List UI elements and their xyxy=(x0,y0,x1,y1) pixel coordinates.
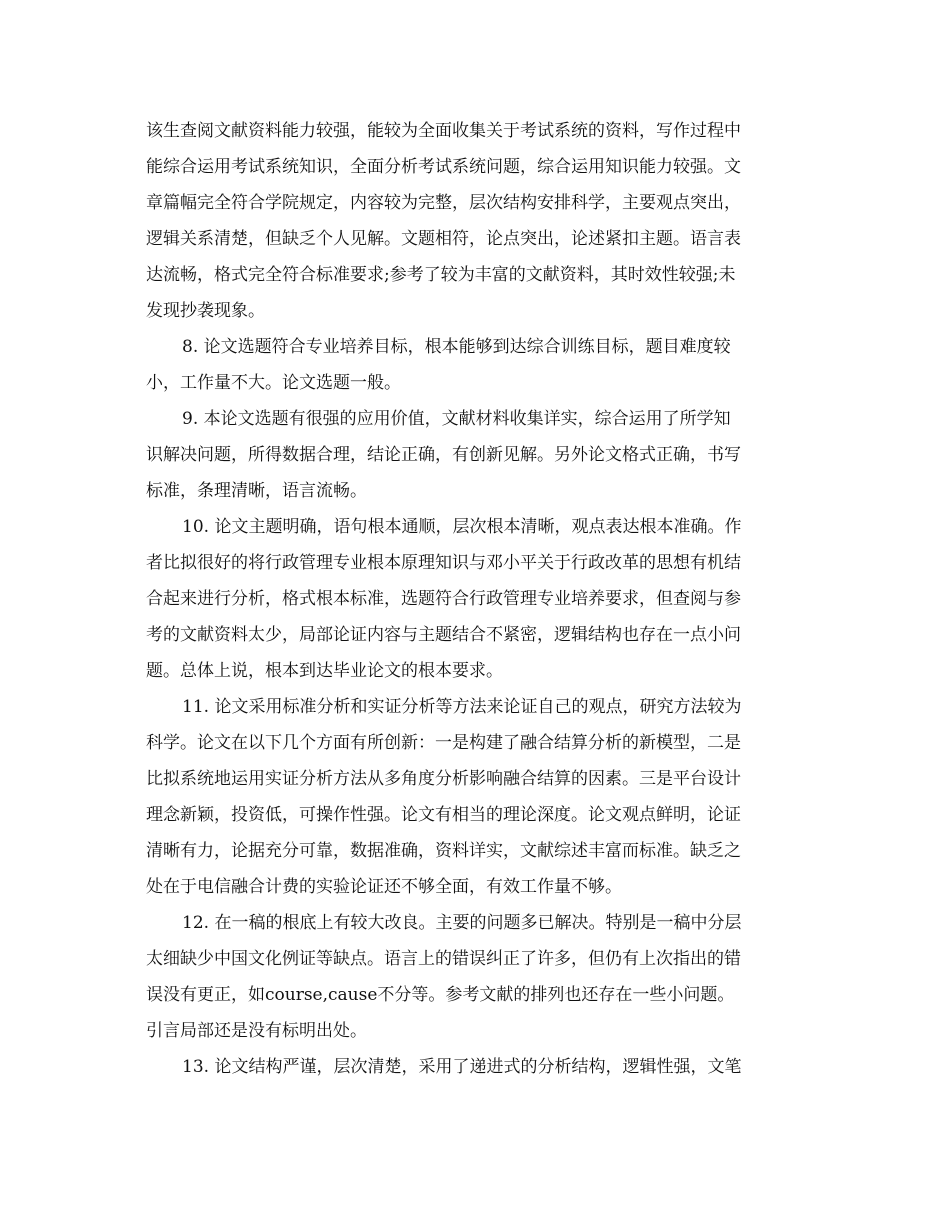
text-line: 逻辑关系清楚，但缺乏个人见解。文题相符，论点突出，论述紧扣主题。语言表 xyxy=(146,229,741,249)
text-line: 考的文献资料太少，局部论证内容与主题结合不紧密，逻辑结构也存在一点小问 xyxy=(146,625,741,645)
document-body xyxy=(146,113,806,1085)
paragraph-item-13 xyxy=(146,1049,806,1085)
text-line: 能综合运用考试系统知识，全面分析考试系统问题，综合运用知识能力较强。文 xyxy=(146,157,741,177)
paragraph-evaluation-intro xyxy=(146,113,806,329)
text-line: 9. 本论文选题有很强的应用价值，文献材料收集详实，综合运用了所学知 xyxy=(182,409,731,429)
text-line: 10. 论文主题明确，语句根本通顺，层次根本清晰，观点表达根本准确。作 xyxy=(182,517,742,537)
text-line: 科学。论文在以下几个方面有所创新：一是构建了融合结算分析的新模型，二是 xyxy=(146,733,741,753)
text-line: 引言局部还是没有标明出处。 xyxy=(146,1021,367,1041)
paragraph-item-11 xyxy=(146,689,806,905)
text-line: 该生查阅文献资料能力较强，能较为全面收集关于考试系统的资料，写作过程中 xyxy=(146,121,741,141)
text-line: 发现抄袭现象。 xyxy=(146,301,265,321)
text-line: 误没有更正，如course,cause不分等。参考文献的排列也还存在一些小问题。 xyxy=(146,985,735,1005)
text-line: 者比拟很好的将行政管理专业根本原理知识与邓小平关于行政改革的思想有机结 xyxy=(146,553,741,573)
text-line: 合起来进行分析，格式根本标准，选题符合行政管理专业培养要求，但查阅与参 xyxy=(146,589,741,609)
text-line: 理念新颖，投资低，可操作性强。论文有相当的理论深度。论文观点鲜明，论证 xyxy=(146,805,741,825)
text-line: 清晰有力，论据充分可靠，数据准确，资料详实，文献综述丰富而标准。缺乏之 xyxy=(146,841,741,861)
text-line: 达流畅，格式完全符合标准要求;参考了较为丰富的文献资料，其时效性较强;未 xyxy=(146,265,736,285)
paragraph-item-9 xyxy=(146,401,806,509)
text-line: 太细缺少中国文化例证等缺点。语言上的错误纠正了许多，但仍有上次指出的错 xyxy=(146,949,741,969)
paragraph-item-10 xyxy=(146,509,806,689)
text-line: 章篇幅完全符合学院规定，内容较为完整，层次结构安排科学，主要观点突出， xyxy=(146,193,741,213)
text-line: 处在于电信融合计费的实验论证还不够全面，有效工作量不够。 xyxy=(146,877,622,897)
text-line: 题。总体上说，根本到达毕业论文的根本要求。 xyxy=(146,661,503,681)
text-line: 13. 论文结构严谨，层次清楚，采用了递进式的分析结构，逻辑性强，文笔 xyxy=(182,1057,742,1077)
text-line: 小，工作量不大。论文选题一般。 xyxy=(146,373,401,393)
text-line: 11. 论文采用标准分析和实证分析等方法来论证自己的观点，研究方法较为 xyxy=(182,697,742,717)
paragraph-item-12 xyxy=(146,905,806,1049)
text-line: 8. 论文选题符合专业培养目标，根本能够到达综合训练目标，题目难度较 xyxy=(182,337,731,357)
text-line: 比拟系统地运用实证分析方法从多角度分析影响融合结算的因素。三是平台设计 xyxy=(146,769,741,789)
text-line: 标准，条理清晰，语言流畅。 xyxy=(146,481,367,501)
paragraph-item-8 xyxy=(146,329,806,401)
text-line: 识解决问题，所得数据合理，结论正确，有创新见解。另外论文格式正确，书写 xyxy=(146,445,741,465)
text-line: 12. 在一稿的根底上有较大改良。主要的问题多已解决。特别是一稿中分层 xyxy=(182,913,742,933)
